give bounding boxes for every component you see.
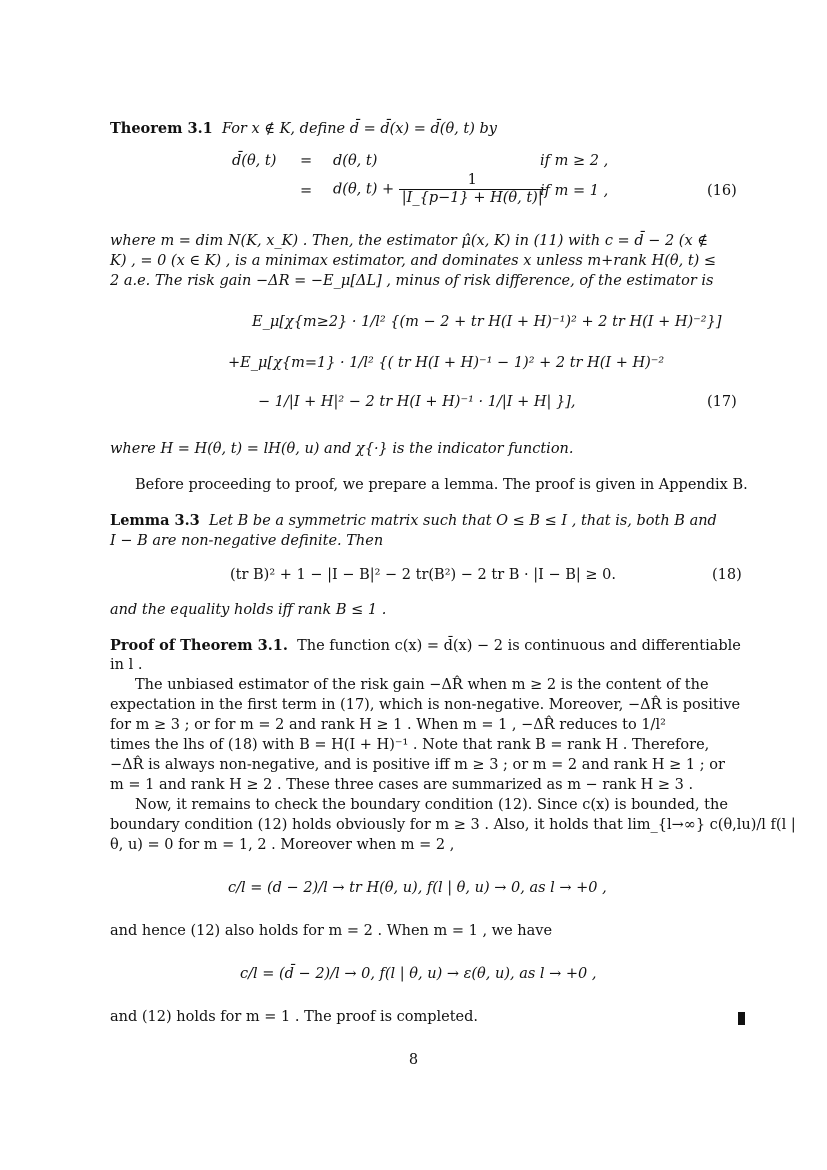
lemma-line1-text: Let B be a symmetric matrix such that O ≤ B ≤ I , that is, both B and [209,513,717,529]
proof-p2-line4: times the lhs of (18) with B = H(I + H)⁻¹ . Note that rank B = rank H . Therefore, [110,737,710,753]
theorem-text-line3: 2 a.e. The risk gain −ΔR = −E_μ[ΔL] , minus of risk difference, of the estimator is [110,273,714,289]
eq16-line2 [333,172,546,207]
eq-m2: c/l = (d − 2)/l → tr H(θ, u), f(l | θ, u) → 0, as l → +0 , [228,880,607,896]
eq17-line3: − 1/|I + H|² − 2 tr H(I + H)⁻¹ · 1/|I + H| }], [258,394,576,410]
proof-p3-line2: boundary condition (12) holds obviously for m ≥ 3 . Also, it holds that lim_{l→∞} c(θ,lu)/l f(l | [110,817,796,833]
eq16-line1-rhs: d(θ, t) [333,153,378,169]
proof-p2-line3: for m ≥ 3 ; or for m = 2 and rank H ≥ 1 . When m = 1 , −ΔR̂ reduces to 1/l² [110,717,666,733]
proof-p2-line6: m = 1 and rank H ≥ 2 . These three cases are summarized as m − rank H ≥ 3 . [110,777,694,793]
eq16-fraction [399,172,546,207]
proof-p5: and (12) holds for m = 1 . The proof is completed. [110,1009,479,1025]
theorem-intro-text: For x ∉ K, define d̄ = d̄(x) = d̄(θ, t) by [221,121,497,137]
before-lemma-text: Before proceeding to proof, we prepare a lemma. The proof is given in Appendix B. [135,477,748,493]
eq16-line2-lhs: d(θ, t) + [333,181,395,198]
proof-p2-line1: The unbiased estimator of the risk gain −ΔR̂ when m ≥ 2 is the content of the [135,677,709,693]
eq-m1: c/l = (d̄ − 2)/l → 0, f(l | θ, u) → ε(θ, u), as l → +0 , [240,966,597,982]
theorem-intro [110,120,497,138]
lemma-line3: and the equality holds iff rank B ≤ 1 . [110,602,387,618]
proof-p2-line5: −ΔR̂ is always non-negative, and is positive iff m ≥ 3 ; or m = 2 and rank H ≥ 1 ; or [110,757,725,773]
eq18: (tr B)² + 1 − |I − B|² − 2 tr(B²) − 2 tr B · |I − B| ≥ 0. [230,567,616,583]
theorem-text-line1: where m = dim N(K, x_K) . Then, the estimator μ̂(x, K) in (11) with c = d̄ − 2 (x ∉ [110,233,708,249]
eq16-equals-1: = [300,153,313,169]
proof-p4: and hence (12) also holds for m = 2 . When m = 1 , we have [110,923,553,939]
theorem-text-line2: K) , = 0 (x ∈ K) , is a minimax estimator, and dominates x unless m+rank H(θ, t) ≤ [110,253,717,269]
eq18-number: (18) [712,567,742,583]
page-number: 8 [408,1052,419,1068]
eq17-line2: +E_μ[χ{m=1} · 1/l² {( tr H(I + H)⁻¹ − 1)² + 2 tr H(I + H)⁻² [228,355,665,371]
proof-line1-text: The function c(x) = d̄(x) − 2 is continuous and differentiable [297,638,741,654]
theorem-title: Theorem 3.1 [110,120,213,137]
theorem-where-line: where H = H(θ, t) = lH(θ, u) and χ{·} is the indicator function. [110,441,574,457]
eq17-line1: E_μ[χ{m≥2} · 1/l² {(m − 2 + tr H(I + H)⁻¹)² + 2 tr H(I + H)⁻²}] [252,314,722,330]
proof-p3-line1: Now, it remains to check the boundary condition (12). Since c(x) is bounded, the [135,797,728,813]
proof-p2-line2: expectation in the first term in (17), which is non-negative. Moreover, −ΔR̂ is positive [110,697,741,713]
proof-line1 [110,637,741,655]
lemma-line2: I − B are non-negative definite. Then [110,533,384,549]
eq16-line2-cond: if m = 1 , [540,183,609,199]
lemma-line1 [110,512,717,530]
qed-symbol [738,1012,745,1025]
eq17-number: (17) [707,394,737,410]
eq16-fraction-denominator: |I_{p−1} + H(θ, t)| [401,190,543,206]
eq16-fraction-numerator: 1 [399,172,546,190]
lemma-title: Lemma 3.3 [110,512,200,529]
proof-line2: in l . [110,657,143,673]
eq16-line1-lhs: d̄(θ, t) [232,153,277,169]
eq16-number: (16) [707,183,737,199]
eq16-equals-2: = [300,183,313,199]
proof-p3-line3: θ, u) = 0 for m = 1, 2 . Moreover when m = 2 , [110,837,455,853]
proof-title: Proof of Theorem 3.1. [110,637,288,654]
eq16-line1-cond: if m ≥ 2 , [540,153,609,169]
